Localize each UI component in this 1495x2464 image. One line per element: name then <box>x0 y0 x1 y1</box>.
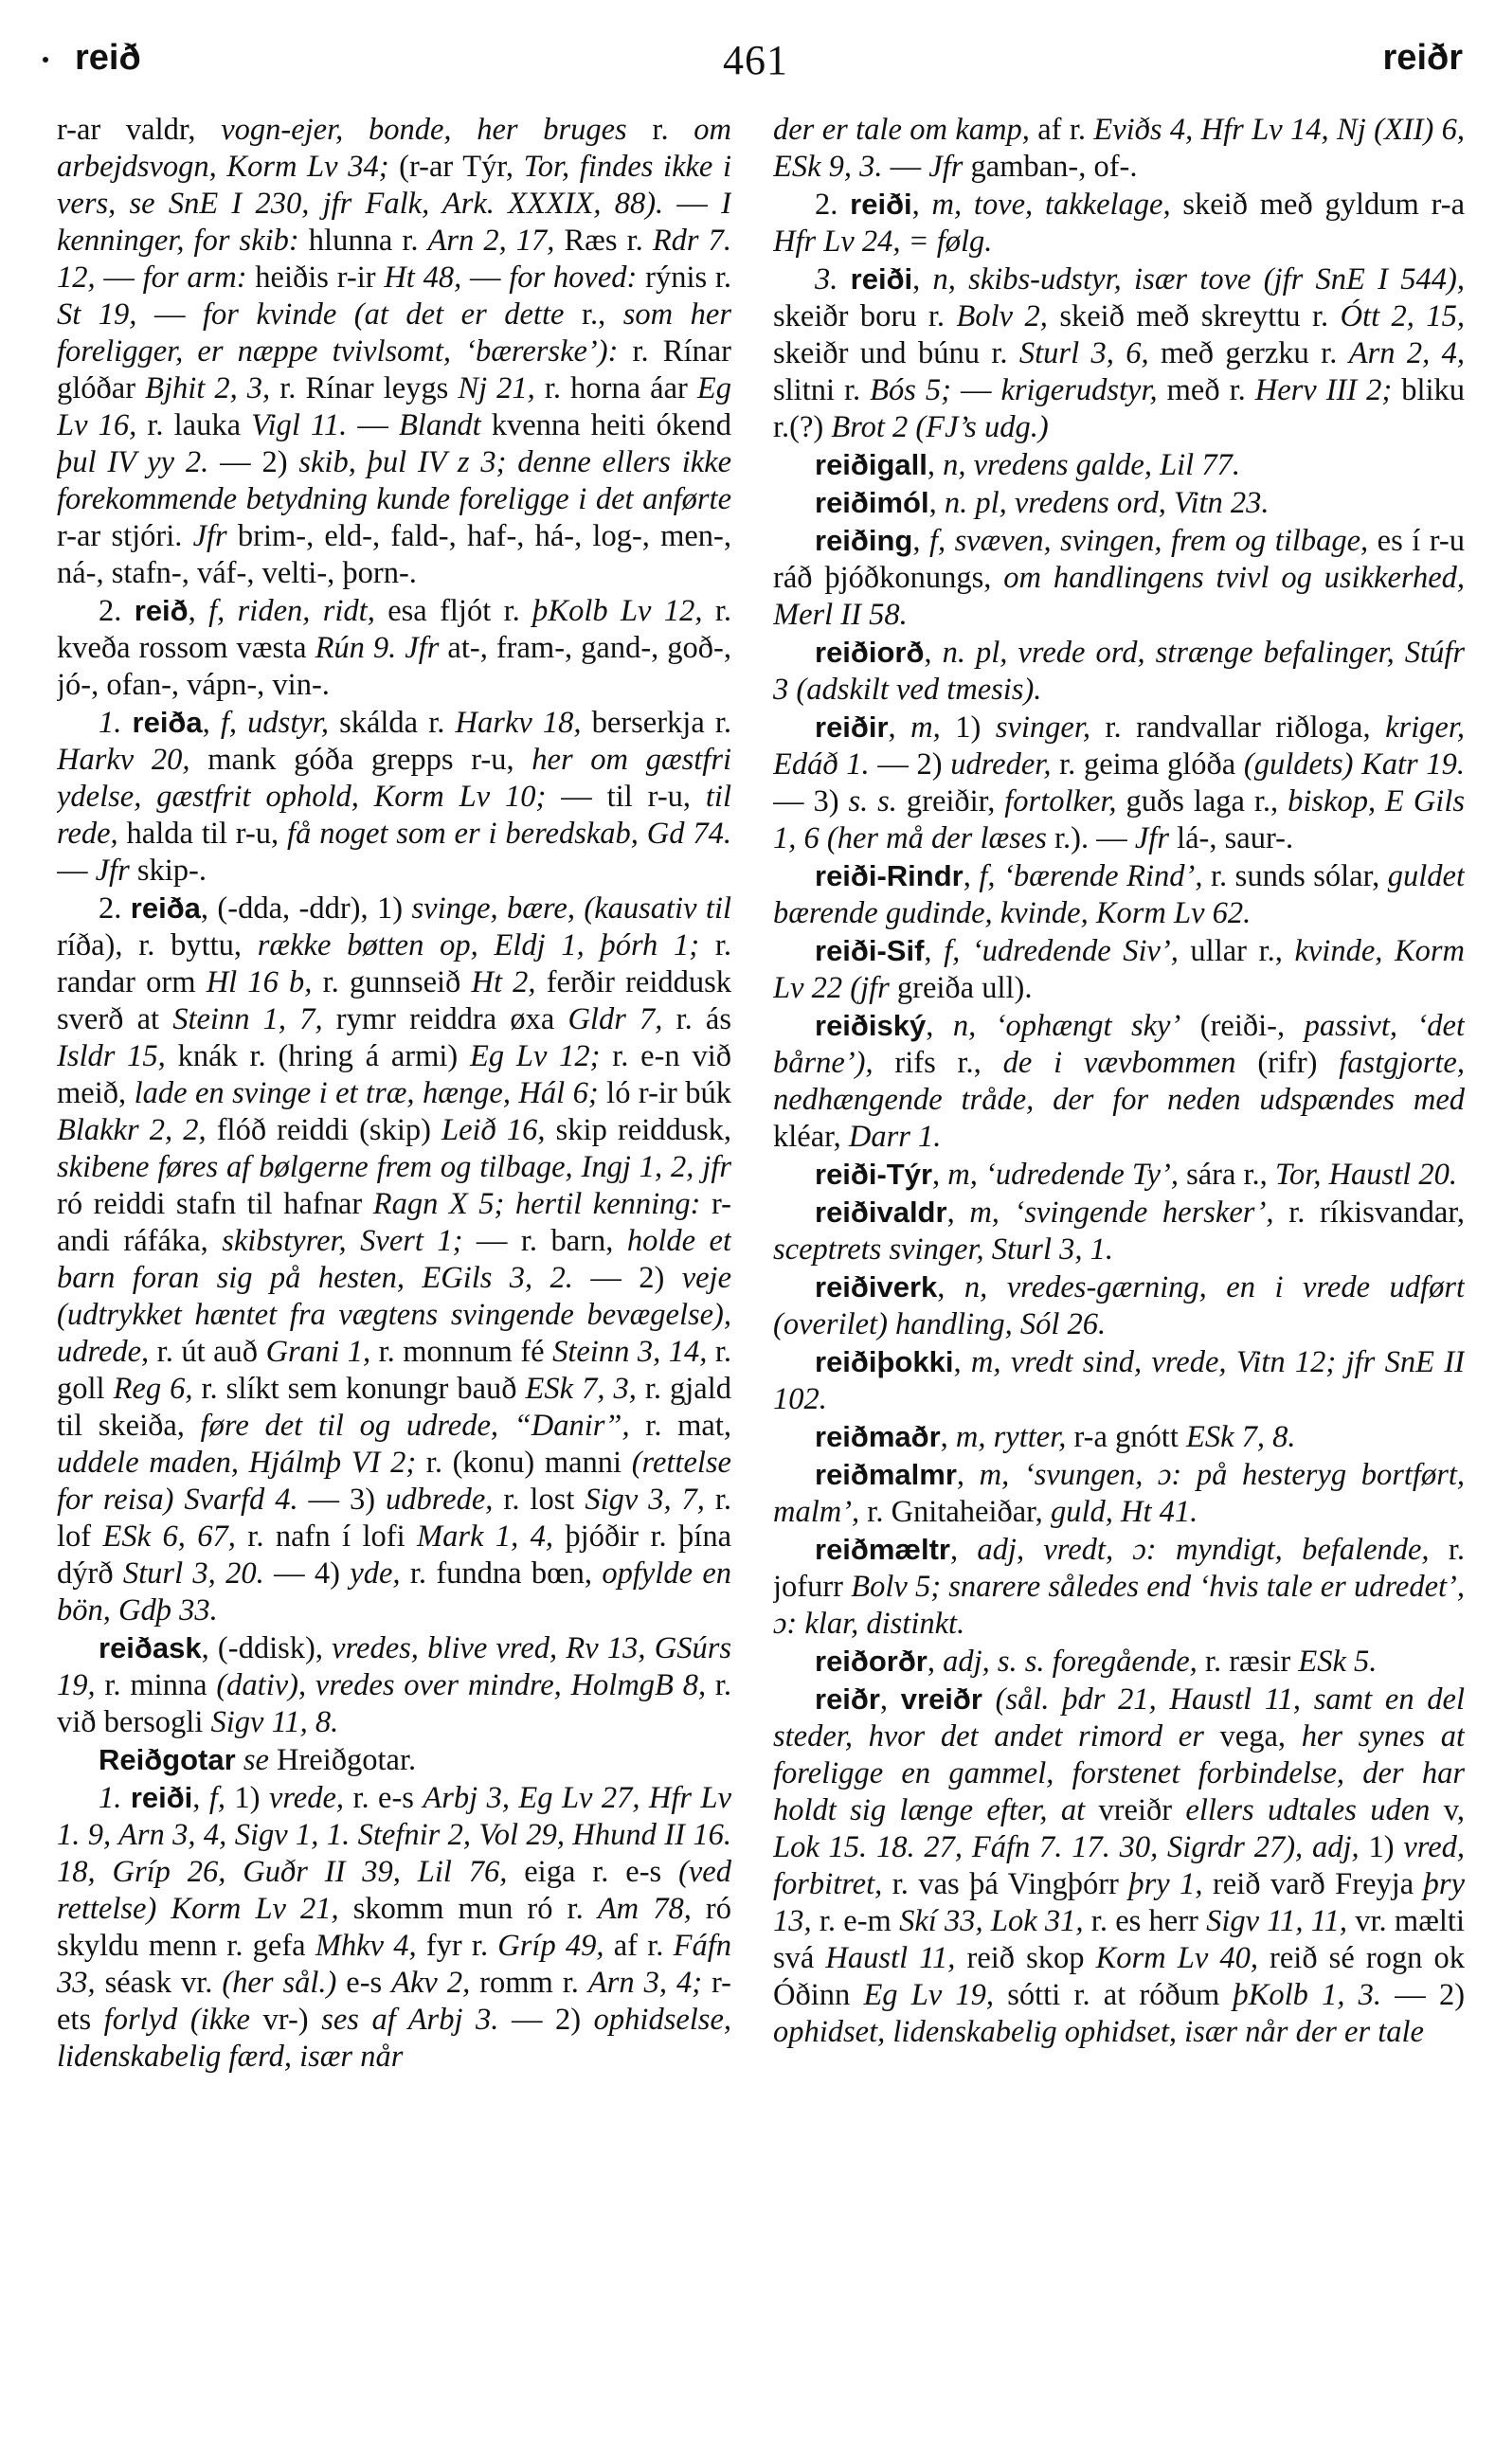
page-header <box>43 30 1468 87</box>
dictionary-entry: reiðiský, n, ‘ophængt sky’ (reiði-, passivt, ‘det bårne’), rifs r., de i vævbommen (rifr) fastgjorte, nedhængende tråde, der for neden udspændes med kléar, Darr 1. <box>773 1009 1465 1154</box>
dictionary-entry: Reiðgotar se Hreiðgotar. <box>99 1743 417 1777</box>
dictionary-entry: 1. reiða, f, udstyr, skálda r. Harkv 18, berserkja r. Harkv 20, mank góða grepps r-u, her om gæstfri ydelse, gæstfrit ophold, Korm Lv 10; — til r-u, til rede, halda til r-u, få noget som er i beredskab, Gd 74. — Jfr skip-. <box>57 706 731 888</box>
dictionary-entry: 3. reiði, n, skibs-udstyr, især tove (jfr SnE I 544), skeiðr boru r. Bolv 2, skeið með skreyttu r. Ótt 2, 15, skeiðr und búnu r. Sturl 3, 6, með gerzku r. Arn 2, 4, slitni r. Bós 5; — krigerudstyr, með r. Herv III 2; bliku r.(?) Brot 2 (FJ’s udg.) <box>773 262 1465 444</box>
dictionary-entry: reiðmæltr, adj, vredt, ɔ: myndigt, befalende, r. jofurr Bolv 5; snarere således end ‘hvis tale er udredet’, ɔ: klar, distinkt. <box>773 1533 1465 1641</box>
dictionary-entry: reiðing, f, svæven, svingen, frem og tilbage, es í r-u ráð þjóðkonungs, om handlingens tvivl og usikkerhed, Merl II 58. <box>773 524 1465 632</box>
dictionary-entry: reiði-Sif, f, ‘udredende Siv’, ullar r., kvinde, Korm Lv 22 (jfr greiða ull). <box>773 934 1465 1005</box>
dictionary-entry: der er tale om kamp, af r. Eviðs 4, Hfr Lv 14, Nj (XII) 6, ESk 9, 3. — Jfr gamban-, of-. <box>773 113 1465 184</box>
left-column <box>57 112 731 2445</box>
dictionary-entry: 2. reið, f, riden, ridt, esa fljót r. þKolb Lv 12, r. kveða rossom væsta Rún 9. Jfr at-, fram-, gand-, goð-, jó-, ofan-, vápn-, vin-. <box>57 594 731 702</box>
right-running-headword: reiðr <box>1382 38 1463 78</box>
dictionary-entry: reiðorðr, adj, s. s. foregående, r. ræsir ESk 5. <box>815 1645 1378 1679</box>
dictionary-entry: reiðmalmr, m, ‘svungen, ɔ: på hesteryg bortført, malm’, r. Gnitaheiðar, guld, Ht 41. <box>773 1458 1465 1529</box>
dictionary-entry: r-ar valdr, vogn-ejer, bonde, her bruges r. om arbejdsvogn, Korm Lv 34; (r-ar Týr, Tor, findes ikke i vers, se SnE I 230, jfr Falk, Ark. XXXIX, 88). — I kenninger, for skib: hlunna r. Arn 2, 17, Ræs r. Rdr 7. 12, — for arm: heiðis r-ir Ht 48, — for hoved: rýnis r. St 19, — for kvinde (at det er dette r., som her foreligger, er næppe tvivlsomt, ‘bærerske’): r. Rínar glóðar Bjhit 2, 3, r. Rínar leygs Nj 21, r. horna áar Eg Lv 16, r. lauka Vigl 11. — Blandt kvenna heiti ókend þul IV yy 2. — 2) skib, þul IV z 3; denne ellers ikke forekommende betydning kunde foreligge i det anførte r-ar stjóri. Jfr brim-, eld-, fald-, haf-, há-, log-, men-, ná-, stafn-, váf-, velti-, þorn-. <box>57 113 731 590</box>
dictionary-entry: 1. reiði, f, 1) vrede, r. e-s Arbj 3, Eg Lv 27, Hfr Lv 1. 9, Arn 3, 4, Sigv 1, 1. Stefnir 2, Vol 29, Hhund II 16. 18, Gríp 26, Guðr II 39, Lil 76, eiga r. e-s (ved rettelse) Korm Lv 21, skomm mun ró r. Am 78, ró skyldu menn r. gefa Mhkv 4, fyr r. Gríp 49, af r. Fáfn 33, séask vr. (her sål.) e-s Akv 2, romm r. Arn 3, 4; r-ets forlyd (ikke vr-) ses af Arbj 3. — 2) ophidselse, lidenskabelig færd, især når <box>57 1781 731 2074</box>
dictionary-entry: 2. reiða, (-dda, -ddr), 1) svinge, bære, (kausativ til ríða), r. byttu, række bøtten op, Eldj 1, þórh 1; r. randar orm Hl 16 b, r. gunnseið Ht 2, ferðir reiddusk sverð at Steinn 1, 7, rymr reiddra øxa Gldr 7, r. ás Isldr 15, knák r. (hring á armi) Eg Lv 12; r. e-n við meið, lade en svinge i et træ, hænge, Hál 6; ló r-ir búk Blakkr 2, 2, flóð reiddi (skip) Leið 16, skip reiddusk, skibene føres af bølgerne frem og tilbage, Ingj 1, 2, jfr ró reiddi stafn til hafnar Ragn X 5; hertil kenning: r-andi ráfáka, skibstyrer, Svert 1; — r. barn, holde et barn foran sig på hesten, EGils 3, 2. — 2) veje (udtrykket hæntet fra vægtens svingende bevægelse), udrede, r. út auð Grani 1, r. monnum fé Steinn 3, 14, r. goll Reg 6, r. slíkt sem konungr bauð ESk 7, 3, r. gjald til skeiða, føre det til og udrede, “Danir”, r. mat, uddele maden, Hjálmþ VI 2; r. (konu) manni (rettelse for reisa) Svarfd 4. — 3) udbrede, r. lost Sigv 3, 7, r. lof ESk 6, 67, r. nafn í lofi Mark 1, 4, þjóðir r. þína dýrð Sturl 3, 20. — 4) yde, r. fundna bœn, opfylde en bön, Gdþ 33. <box>57 891 731 1628</box>
dictionary-entry: reiðiþokki, m, vredt sind, vrede, Vitn 12; jfr SnE II 102. <box>773 1345 1465 1416</box>
dictionary-entry: reiðigall, n, vredens galde, Lil 77. <box>815 448 1240 482</box>
right-column <box>773 112 1465 2445</box>
page-number: 461 <box>723 37 788 83</box>
dictionary-entry: reiðiverk, n, vredes-gærning, en i vrede udført (overilet) handling, Sól 26. <box>773 1270 1465 1341</box>
dictionary-entry: reiðir, m, 1) svinger, r. randvallar riðloga, kriger, Edáð 1. — 2) udreder, r. geima glóða (guldets) Katr 19. — 3) s. s. greiðir, fortolker, guðs laga r., biskop, E Gils 1, 6 (her må der læses r.). — Jfr lá-, saur-. <box>773 710 1465 855</box>
dictionary-entry: 2. reiði, m, tove, takkelage, skeið með gyldum r-a Hfr Lv 24, = følg. <box>773 188 1465 259</box>
dictionary-entry: reiðimól, n. pl, vredens ord, Vitn 23. <box>815 486 1270 520</box>
dictionary-entry: reiði-Rindr, f, ‘bærende Rind’, r. sunds sólar, guldet bærende gudinde, kvinde, Korm Lv 62. <box>773 859 1465 930</box>
left-headword-text: reið <box>75 38 141 78</box>
dictionary-entry: reiðiorð, n. pl, vrede ord, strænge befalinger, Stúfr 3 (adskilt ved tmesis). <box>773 636 1465 707</box>
dictionary-entry: reiði-Týr, m, ‘udredende Ty’, sára r., Tor, Haustl 20. <box>815 1158 1458 1192</box>
dictionary-entry: reiðr, vreiðr (sål. þdr 21, Haustl 11, samt en del steder, hvor det andet rimord er vega, her synes at foreligge en gammel, forstenet forbindelse, der har holdt sig længe efter, at vreiðr ellers udtales uden v, Lok 15. 18. 27, Fáfn 7. 17. 30, Sigrdr 27), adj, 1) vred, forbitret, r. vas þá Vingþórr þry 1, reið varð Freyja þry 13, r. e-m Skí 33, Lok 31, r. es herr Sigv 11, 11, vr. mælti svá Haustl 11, reið skop Korm Lv 40, reið sé rogn ok Óðinn Eg Lv 19, sótti r. at róðum þKolb 1, 3. — 2) ophidset, lidenskabelig ophidset, især når der er tale <box>773 1682 1465 2049</box>
dictionary-entry: reiðmaðr, m, rytter, r-a gnótt ESk 7, 8. <box>815 1420 1296 1454</box>
dictionary-entry: reiðask, (-ddisk), vredes, blive vred, Rv 13, GSúrs 19, r. minna (dativ), vredes over mindre, HolmgB 8, r. við bersogli Sigv 11, 8. <box>57 1631 731 1739</box>
dictionary-entry: reiðivaldr, m, ‘svingende hersker’, r. ríkisvandar, sceptrets svinger, Sturl 3, 1. <box>773 1196 1465 1267</box>
